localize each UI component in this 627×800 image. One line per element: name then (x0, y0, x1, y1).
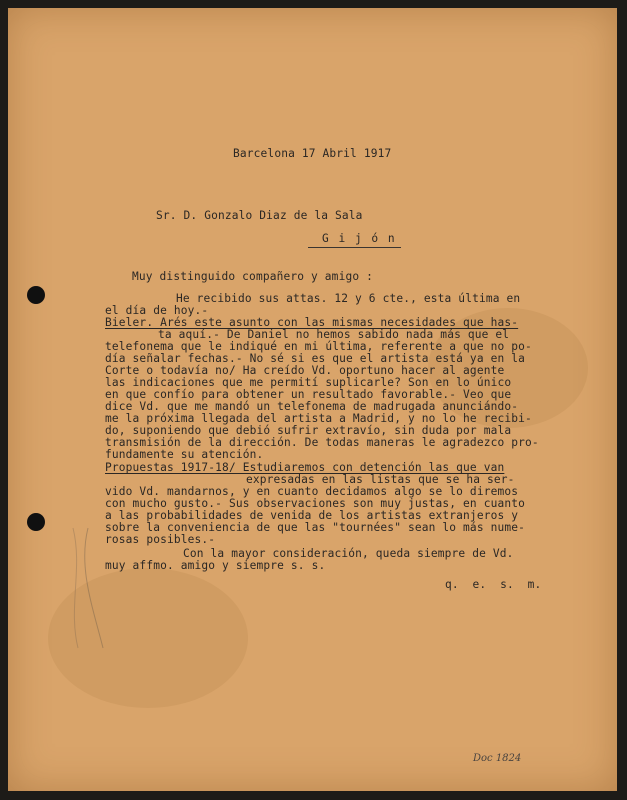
body-line: dice Vd. que me mandó un telefonema de madrugada anunciándo- (105, 400, 519, 413)
body-line: con mucho gusto.- Sus observaciones son muy justas, en cuanto (105, 497, 526, 510)
body-line: fundamente su atención. (105, 448, 264, 461)
body-line: vido Vd. mandarnos, y en cuanto decidamos algo se lo diremos (105, 485, 519, 498)
salutation: Muy distinguido compañero y amigo : (132, 270, 373, 283)
body-line: me la próxima llegada del artista a Madrid, y no lo he recibi- (105, 412, 532, 425)
body-line: ta aquí.- De Daniel no hemos sabido nada más que el (158, 328, 510, 341)
body-line: transmisión de la dirección. De todas maneras le agradezco pro- (105, 436, 539, 449)
city-underline (308, 247, 401, 248)
body-line: do, suponiendo que debió sufrir extravío, sin duda por mala (105, 424, 512, 437)
body-line: las indicaciones que me permití suplicarle? Son en lo único (105, 376, 512, 389)
recipient-name: Sr. D. Gonzalo Diaz de la Sala (156, 209, 363, 222)
punch-hole (27, 286, 45, 304)
body-line: telefonema que le indiqué en mi última, referente a que no po- (105, 340, 532, 353)
recipient-city: G i j ó n (322, 232, 397, 245)
closing-abbreviation: q. e. s. m. (445, 578, 542, 591)
body-line: en que confío para obtener un resultado favorable.- Veo que (105, 388, 512, 401)
body-line: día señalar fechas.- No sé si es que el artista está ya en la (105, 352, 526, 365)
body-line: el día de hoy.- (105, 304, 209, 317)
body-line: sobre la conveniencia de que las "tournées" sean lo más nume- (105, 521, 526, 534)
body-line: Propuestas 1917-18/ Estudiaremos con detención las que van (105, 461, 505, 474)
body-line: rosas posibles.- (105, 533, 216, 546)
body-line: Con la mayor consideración, queda siempre de Vd. (183, 547, 514, 560)
body-line: a las probabilidades de venida de los artistas extranjeros y (105, 509, 519, 522)
paper-stain (48, 568, 248, 708)
body-line: Bieler. Arés este asunto con las mismas necesidades que has- (105, 316, 519, 329)
archive-note: Doc 1824 (473, 753, 522, 764)
body-line: He recibido sus attas. 12 y 6 cte., esta última en (176, 292, 521, 305)
letter-date: Barcelona 17 Abril 1917 (233, 147, 392, 160)
letter-page (8, 8, 617, 791)
body-line: muy affmo. amigo y siempre s. s. (105, 559, 326, 572)
punch-hole (27, 513, 45, 531)
body-line: Corte o todavía no/ Ha creído Vd. oportuno hacer al agente (105, 364, 505, 377)
body-line: expresadas en las listas que se ha ser- (246, 473, 515, 486)
